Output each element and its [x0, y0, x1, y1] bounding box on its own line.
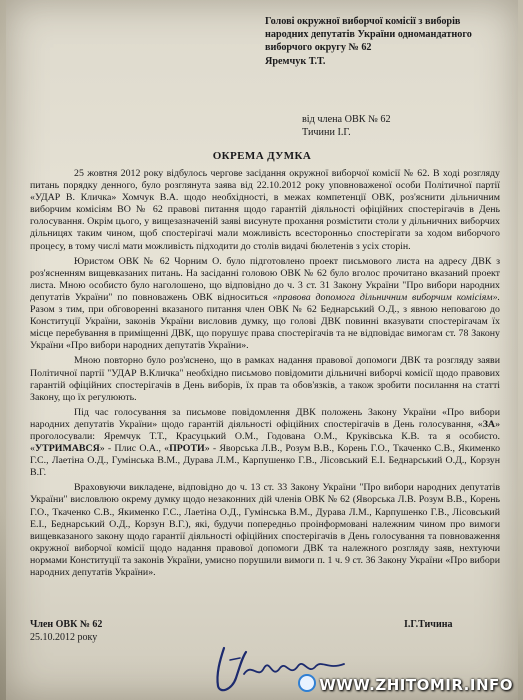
member-label: Член ОВК № 62	[30, 619, 103, 630]
paragraph-5: Враховуючи викладене, відповідно до ч. 13 ст. 33 Закону України "Про вибори народних депутатів України" висловлюю окрему думку щодо незаконних дій членів ОВК № 62 (Яворська Л.В. Розум В.В., Корень Г.О., Ткаченко С.В., Якименко Г.С., Лаетіна О.Д., Гумінська В.М., Дурава Л.М., Карпушенко Г.В., Лісовський Е.І., Беднарський О.Д., Корзун В.Г.), які, будучи попередньо проінформовані належним чином про вимоги вищевказаного закону щодо гарантії діяльності офіційних спостерігачів в День голосування та повноваження окружної виборчої комісії щодо надання правової допомоги ДВК та належного розгляду заяв, нехтуючи нормами Конституції та законів України, умисно порушили вимоги п. 1 ч. 9 ст. 36 Закону України «Про вибори народних депутатів України».	[30, 482, 500, 578]
signature-left-block	[30, 619, 102, 644]
paragraph-2	[30, 256, 500, 353]
paragraph-2-text-c: Разом з тим, при обговоренні вказаного питання член ОВК № 62 Беднарський О.Д., з явною неповагою до Конституції України, законів України висловив думку, що голові ДВК повинні вказувати спостерігачам їх місце перебування в приміщенні ДВК, що порушує права спостерігачів та не відповідає вимогам ст. 78 Закону України «Про вибори народних депутатів України».	[30, 304, 500, 352]
paragraph-4-text-c: » - Плис О.А., «	[99, 443, 170, 455]
addressee-line-4: Яремчук Т.Т.	[265, 55, 326, 67]
addressee-block	[265, 15, 515, 68]
document-title: ОКРЕМА ДУМКА	[212, 150, 312, 162]
signatory-name: І.Г.Тичина	[404, 619, 453, 630]
vote-against-label: ПРОТИ	[169, 443, 205, 455]
paragraph-2-quote: «правова допомога дільничним виборчим комісіям».	[272, 291, 500, 303]
vote-abstain-label: УТРИМАВСЯ	[34, 443, 100, 455]
sender-line-1: від члена ОВК № 62	[302, 114, 391, 125]
site-watermark	[298, 674, 513, 694]
paragraph-4-text-b: » проголосували: Яремчук Т.Т., Красуцький О.М., Годована О.М., Круківська К.В. та я особисто. «	[30, 418, 500, 455]
watermark-text: WWW.ZHITOMIR.INFO	[319, 676, 513, 694]
globe-icon	[298, 674, 316, 692]
sender-block	[302, 113, 512, 139]
vote-for-label: ЗА	[482, 418, 496, 430]
document-body	[30, 168, 500, 582]
addressee-line-3: виборчого округу № 62	[265, 42, 372, 54]
document-date: 25.10.2012 року	[30, 631, 98, 643]
addressee-line-2: народних депутатів України одномандатного	[265, 29, 472, 41]
sender-line-2: Тичини І.Г.	[302, 127, 351, 138]
paragraph-4	[30, 407, 500, 480]
document-sheet	[6, 0, 518, 700]
paragraph-4-text-d: » - Яворська Л.В., Розум В.В., Корень Г.О., Ткаченко С.В., Якименко Г.С., Лаетіна О.Д., Гумінська В.М., Дурава Л.М., Карпушенко Г.В., Лісовський Е.І. Беднарський О.Д., Корзун В.Г.	[30, 443, 501, 479]
paragraph-2-text-a: Юристом ОВК № 62 Чорним О. було підготовлено проект письмового листа на адресу ДВК з роз'ясненням вищевказаних питань. На засіданні головою ОВК № 62 було вголос прочитано вказаний проект листа. Мною особисто було наголошено, що відповідно до ч. 3 ст. 31 Закону України "Про вибори народних депутатів України" по повноважень ОВК відноситься	[30, 255, 500, 303]
addressee-line-1: Голові окружної виборчої комісії з виборів	[265, 16, 461, 27]
paragraph-1: 25 жовтня 2012 року відбулось чергове засідання окружної виборчої комісії № 62. В ході розгляду питань порядку денного, було розглянута заява від 22.10.2012 року уповноваженої особи Політичної партії «УДАР В. Кличка» Хомчук В.А. щодо необхідності, в межах компетенції ОВК, роз'яснити дільничним виборчим комісіям ВО № 62 правові питання щодо гарантій діяльності офіційних спостерігачів в День голосування. Окрім цього, у вищезазначеній заяві висунуте прохання розмістити столи у дільничних виборчих дільницях таким чином, щоб спостерігачі мали можливість всесторонньо спостерігати за ходом виборчого процесу, в тому числі мати можливість підходити до столів видачі бюлетенів з усіх сторін.	[30, 168, 500, 252]
paragraph-3: Мною повторно було роз'яснено, що в рамках надання правової допомоги ДВК та розгляду заяви Політичної партії "УДАР В.Кличка" необхідно письмово повідомити дільничні виборчі комісії щодо правових гарантій офіційних спостерігачів в День виборів, їх прав та обов'язків, а також зробити посилання на статті Закону, що їх регулюють.	[30, 355, 500, 403]
paragraph-4-text-a: Під час голосування за письмове повідомлення ДВК положень Закону України «Про вибори народних депутатів України» щодо гарантій діяльності офіційних спостерігачів в День голосування, «	[30, 406, 500, 430]
